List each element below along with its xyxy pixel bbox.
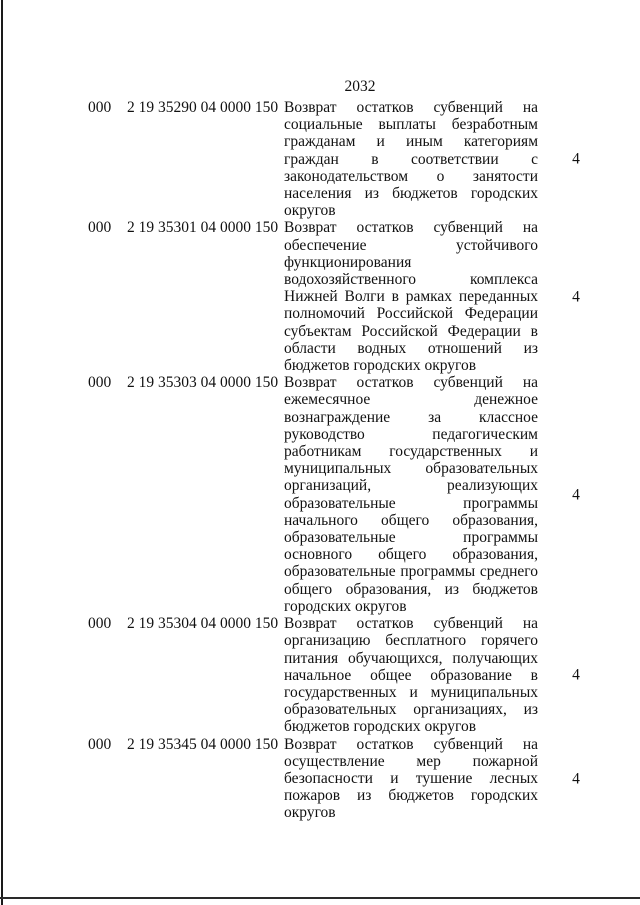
admin-code: 000 bbox=[88, 374, 112, 392]
row-description: Возврат остатков субвенций на обеспечение устойчивого функционирования водохозяйственного комплекса Нижней Волги в рамках переданных полномочий Российской Федерации субъектам Российской Федерации в области водных отношений из бюджетов городских округов bbox=[284, 219, 538, 375]
row-value: 4 bbox=[572, 666, 580, 684]
row-value: 4 bbox=[572, 769, 580, 787]
table-row bbox=[0, 615, 640, 735]
budget-classification-code: 2 19 35304 04 0000 150 bbox=[127, 615, 279, 633]
budget-classification-code: 2 19 35301 04 0000 150 bbox=[127, 219, 279, 237]
admin-code: 000 bbox=[88, 735, 112, 753]
page-number: 2032 bbox=[344, 78, 376, 95]
scan-edge-bottom bbox=[0, 897, 640, 899]
row-value: 4 bbox=[572, 288, 580, 306]
budget-classification-code: 2 19 35303 04 0000 150 bbox=[127, 374, 279, 392]
table-row bbox=[0, 374, 640, 615]
row-description: Возврат остатков субвенций на социальные выплаты безработным гражданам и иным категориям граждан в соответствии с законодательством о занятости населения из бюджетов городских округов bbox=[284, 99, 538, 220]
row-description: Возврат остатков субвенций на осуществление мер пожарной безопасности и тушение лесных пожаров из бюджетов городских округов bbox=[284, 735, 538, 822]
table-row bbox=[0, 219, 640, 374]
budget-code-table bbox=[0, 99, 640, 822]
budget-classification-code: 2 19 35345 04 0000 150 bbox=[127, 735, 279, 753]
table-row bbox=[0, 99, 640, 219]
admin-code: 000 bbox=[88, 219, 112, 237]
row-value: 4 bbox=[572, 150, 580, 168]
admin-code: 000 bbox=[88, 615, 112, 633]
table-row bbox=[0, 736, 640, 822]
row-description: Возврат остатков субвенций на ежемесячное денежное вознаграждение за классное руководство педагогическим работникам государственных и муниципальных образовательных организаций, реализующих образовательные программы начального общего образования, образовательные программы основного общего образования, образовательные программы среднего общего образования, из бюджетов городских округов bbox=[284, 374, 538, 615]
admin-code: 000 bbox=[88, 99, 112, 116]
row-value: 4 bbox=[572, 486, 580, 504]
budget-classification-code: 2 19 35290 04 0000 150 bbox=[127, 99, 279, 116]
row-description: Возврат остатков субвенций на организацию бесплатного горячего питания обучающихся, получающих начальное общее образование в государственных и муниципальных образовательных организациях, из бюджетов городских округов bbox=[284, 615, 538, 736]
